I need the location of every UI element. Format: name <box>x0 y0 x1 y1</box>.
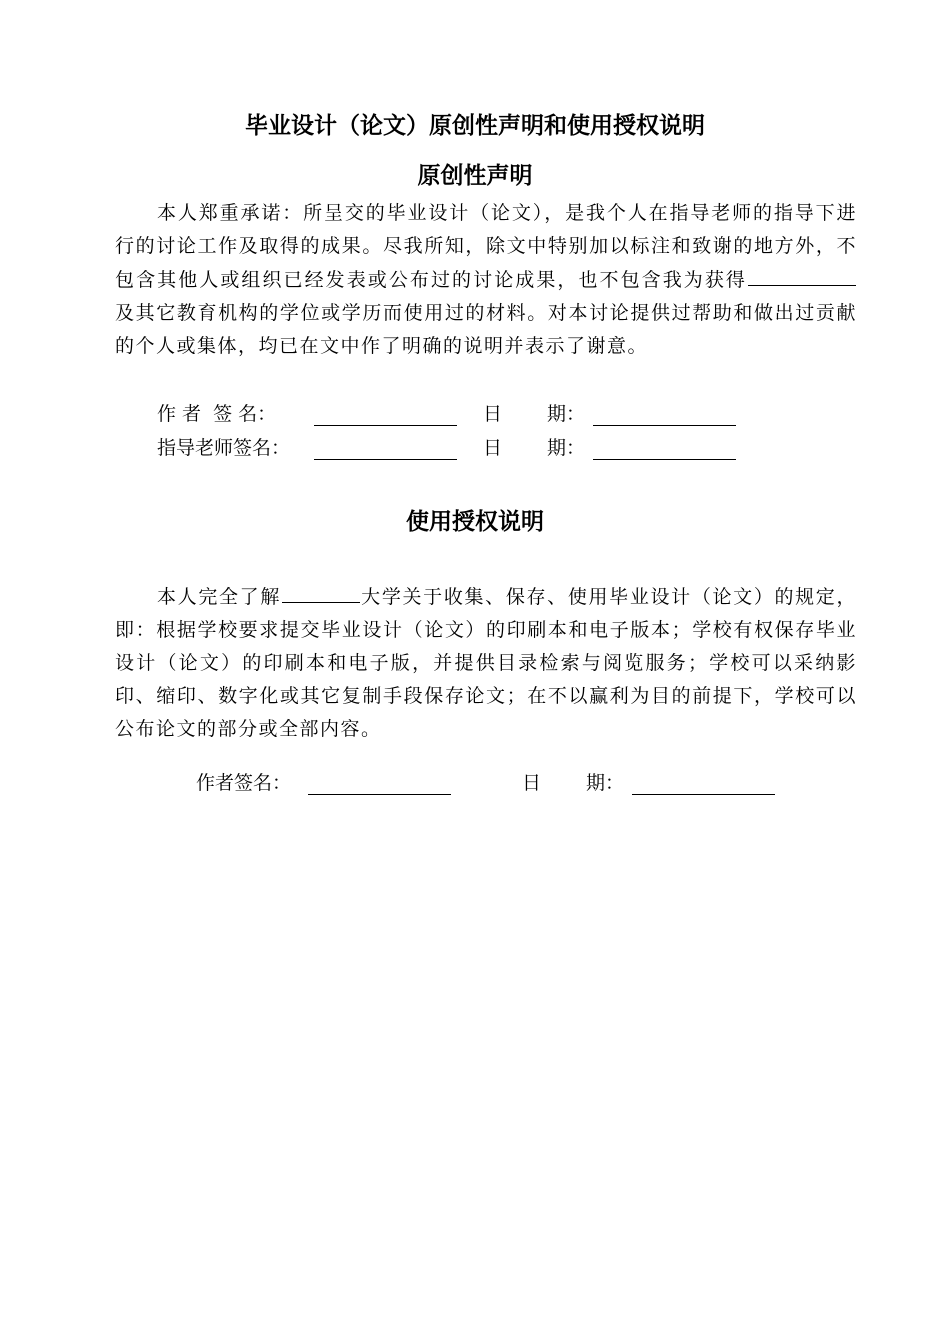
originality-heading: 原创性声明 <box>417 163 533 189</box>
author-date-field[interactable] <box>593 425 736 426</box>
institution-blank[interactable] <box>748 263 856 286</box>
document-title: 毕业设计（论文）原创性声明和使用授权说明 <box>245 113 705 139</box>
authorization-signature-label: 作者签名： <box>196 772 292 794</box>
authorization-signature-row <box>196 767 796 800</box>
originality-text-part2: 及其它教育机构的学位或学历而使用过的材料。对本讨论提供过帮助和做出过贡献的个人或集体，均已在文中作了明确的说明并表示了谢意。 <box>115 302 857 357</box>
authorization-signature-field[interactable] <box>308 794 451 795</box>
date-label-char2: 期： <box>547 403 586 425</box>
date-label-char2: 期： <box>547 437 586 459</box>
originality-text-part1: 本人郑重承诺：所呈交的毕业设计（论文），是我个人在指导老师的指导下进行的讨论工作及取得的成果。尽我所知，除文中特别加以标注和致谢的地方外，不包含其他人或组织已经发表或公布过的讨论成果，也不包含我为获得 <box>115 202 857 291</box>
authorization-text-part1: 本人完全了解 <box>157 586 281 608</box>
date-label-char1: 日 <box>483 437 503 459</box>
authorization-statement <box>115 580 857 746</box>
authorization-text-part2: 大学关于收集、保存、使用毕业设计（论文）的规定，即：根据学校要求提交毕业设计（论文）的印刷本和电子版本；学校有权保存毕业设计（论文）的印刷本和电子版，并提供目录检索与阅览服务；学校可以采纳影印、缩印、数字化或其它复制手段保存论文；在不以赢利为目的前提下，学校可以公布论文的部分或全部内容。 <box>115 586 857 740</box>
advisor-signature-row <box>157 432 757 465</box>
author-signature-row <box>157 398 757 431</box>
advisor-date-field[interactable] <box>593 459 736 460</box>
author-signature-field[interactable] <box>314 425 457 426</box>
date-label-char1: 日 <box>522 772 542 794</box>
advisor-signature-field[interactable] <box>314 459 457 460</box>
date-label-char2: 期： <box>586 772 625 794</box>
date-label-char1: 日 <box>483 403 503 425</box>
originality-statement <box>115 197 857 363</box>
university-blank[interactable] <box>282 580 360 603</box>
authorization-heading: 使用授权说明 <box>406 509 544 535</box>
author-signature-label: 作 者 签 名： <box>157 403 277 425</box>
authorization-date-field[interactable] <box>632 794 775 795</box>
advisor-signature-label: 指导老师签名： <box>157 437 291 459</box>
